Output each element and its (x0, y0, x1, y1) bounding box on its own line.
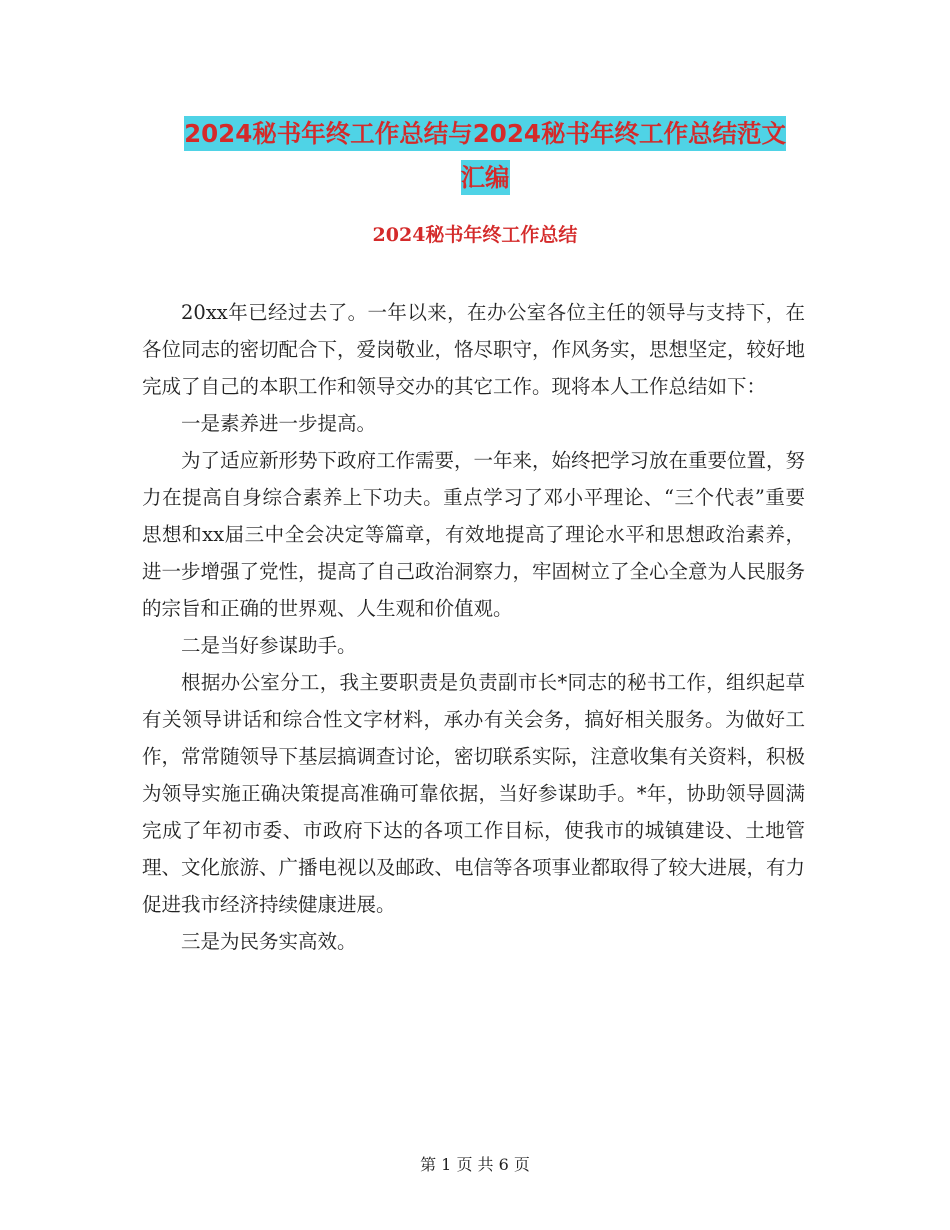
page-footer: 第 1 页 共 6 页 (420, 1155, 530, 1174)
paragraph-point-1-detail: 为了适应新形势下政府工作需要，一年来，始终把学习放在重要位置，努力在提高自身综合素养上下功夫。重点学习了邓小平理论、“三个代表”重要思想和xx届三中全会决定等篇章，有效地提高了理论水平和思想政治素养，进一步增强了党性，提高了自己政治洞察力，牢固树立了全心全意为人民服务的宗旨和正确的世界观、人生观和价值观。 (142, 449, 806, 620)
paragraph-point-1: 一是素养进一步提高。 (181, 412, 377, 435)
section-heading: 2024秘书年终工作总结 (372, 224, 578, 246)
title-line-1: 2024秘书年终工作总结与2024秘书年终工作总结范文 (184, 116, 786, 151)
paragraph-point-3: 三是为民务实高效。 (181, 930, 357, 953)
document-title (150, 112, 820, 200)
title-line-2: 汇编 (461, 160, 510, 195)
document-body (142, 294, 805, 960)
paragraph-intro: 20xx年已经过去了。一年以来，在办公室各位主任的领导与支持下，在各位同志的密切配合下，爱岗敬业，恪尽职守，作风务实，思想坚定，较好地完成了自己的本职工作和领导交办的其它工作。现将本人工作总结如下： (142, 301, 806, 398)
paragraph-point-2-detail: 根据办公室分工，我主要职责是负责副市长*同志的秘书工作，组织起草有关领导讲话和综合性文字材料，承办有关会务，搞好相关服务。为做好工作，常常随领导下基层搞调查讨论，密切联系实际，注意收集有关资料，积极为领导实施正确决策提高准确可靠依据，当好参谋助手。*年，协助领导圆满完成了年初市委、市政府下达的各项工作目标，使我市的城镇建设、土地管理、文化旅游、广播电视以及邮政、电信等各项事业都取得了较大进展，有力促进我市经济持续健康进展。 (142, 671, 806, 916)
paragraph-point-2: 二是当好参谋助手。 (181, 634, 357, 657)
